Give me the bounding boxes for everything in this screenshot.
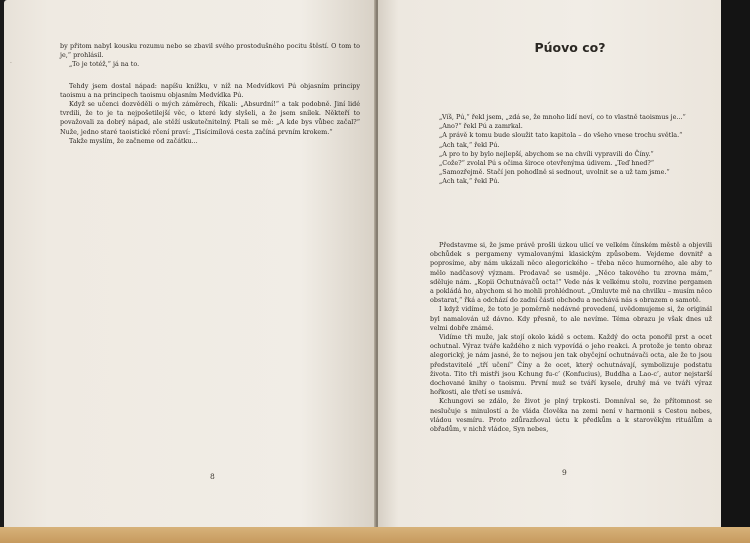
- book-cover-edge: [0, 527, 750, 543]
- dialogue-line: „Samozřejmě. Stačí jen pohodlně si sednout, uvolnit se a už tam jsme.“: [439, 168, 670, 177]
- dialogue-line: „Ach tak,“ řekl Pú.: [439, 140, 500, 149]
- paragraph: Vidíme tři muže, jak stojí okolo kádě s octem. Každý do octa ponořil prst a ocet ochutnal. Výraz tváře každého z nich vypovídá o jeho reakci. A protože je tento obraz alegorický, je nám jasné, že to nejsou jen tak obyčejní ochutnávači octa, ale že to jsou představitelé „tří učení“ Číny a že ocet, který ochutnávají, symbolizuje podstatu života. Tito tři mistři jsou Kchung fu-c’ (Konfucius), Buddha a Lao-c’, autor nejstarší dochované knihy o taoismu. První muž se tváří kysele, druhý má ve tváři výraz hořkosti, ale třetí se usmívá.: [430, 333, 712, 397]
- page-number-right: 9: [562, 468, 567, 477]
- paragraph: Tehdy jsem dostal nápad: napíšu knížku, v níž na Medvídkovi Pú objasním principy taoismu a na principech taoismu objasním Medvídka Pú.: [60, 81, 360, 99]
- dialogue-line: „Cože?“ zvolal Pú s očima široce otevřenýma údivem. „Teď hned?“: [439, 159, 655, 168]
- dialogue-line: „Víš, Pú,“ řekl jsem, „zdá se, že mnoho lidí neví, co to vlastně taoismus je...“: [439, 113, 686, 121]
- left-page-text: [60, 42, 360, 146]
- dialogue-line: „A právě k tomu bude sloužit tato kapitola – do všeho vnese trochu světla.“: [439, 131, 683, 140]
- paragraph: Takže myslím, že začneme od začátku...: [69, 136, 198, 145]
- dialogue-line: „A pro to by bylo nejlepší, abychom se na chvíli vypravili do Číny.“: [439, 149, 654, 158]
- paragraph: Kchungovi se zdálo, že život je plný trpkosti. Domníval se, že přítomnost se neslučuje s minulostí a že vláda člověka na zemi není v harmonii s Cestou nebes, vládou vesmíru. Proto zdůrazňoval úctu k předkům a k starověkým rituálům a obřadům, v nichž vládce, Syn nebes,: [430, 397, 712, 434]
- page-number-left: 8: [210, 472, 215, 481]
- right-page-dialogue: [430, 113, 712, 187]
- paragraph: by přitom nabyl kousku rozumu nebo se zbavil svého prostodušného pocitu štěstí. O tom to je,“ prohlásil.: [60, 42, 360, 60]
- paragraph: I když vidíme, že toto je poměrně nedávné provedení, uvědomujeme si, že originál byl namalován už dávno. Kdy přesně, to ale nevíme. Téma obrazu je však dnes už velmi dobře známé.: [430, 305, 712, 332]
- paragraph: „To je totéž,“ já na to.: [69, 60, 140, 69]
- background-edge: [721, 0, 750, 543]
- right-page-text: [430, 241, 712, 434]
- chapter-title: Púovo co?: [534, 40, 606, 55]
- dialogue-line: „Ano?“ řekl Pú a zamrkal.: [439, 122, 523, 131]
- paragraph: Když se učenci dozvěděli o mých záměrech, říkali: „Absurdní!“ a tak podobně. Jiní lidé tvrdili, že to je ta nejpošetilejší věc, o které kdy slyšeli, a že jsem snílek. Někteří to považovali za dobrý nápad, ale stěží uskutečnitelný. Ptali se mě: „A kde bys vůbec začal?“ Nuže, jedno staré taoistické rčení praví: „Tisícimílová cesta začíná prvním krokem.“: [60, 100, 360, 136]
- paragraph: Představme si, že jsme právě prošli úzkou ulicí ve velkém čínském městě a objevili obchůdek s pergameny vymalovanými klasickým způsobem. Vejdeme dovnitř a poprosíme, aby nám ukázali něco alegorického – třeba něco humorného, ale aby to mělo nadčasový význam. Prodavač se usměje. „Něco takového tu zrovna mám,“ sděluje nám. „Kopii Ochutnávačů octa!“ Vede nás k velkému stolu, rozvine pergamen a pokládá ho, abychom si ho mohli prohlédnout. „Omluvte mě na chvilku – musím něco obstarat,“ řká a odchází do zadní části obchodu a nechává nás s obrazem o samotě.: [430, 241, 712, 305]
- page-mark: ·: [10, 60, 12, 67]
- dialogue-line: „Ach tak,“ řekl Pú.: [439, 177, 500, 186]
